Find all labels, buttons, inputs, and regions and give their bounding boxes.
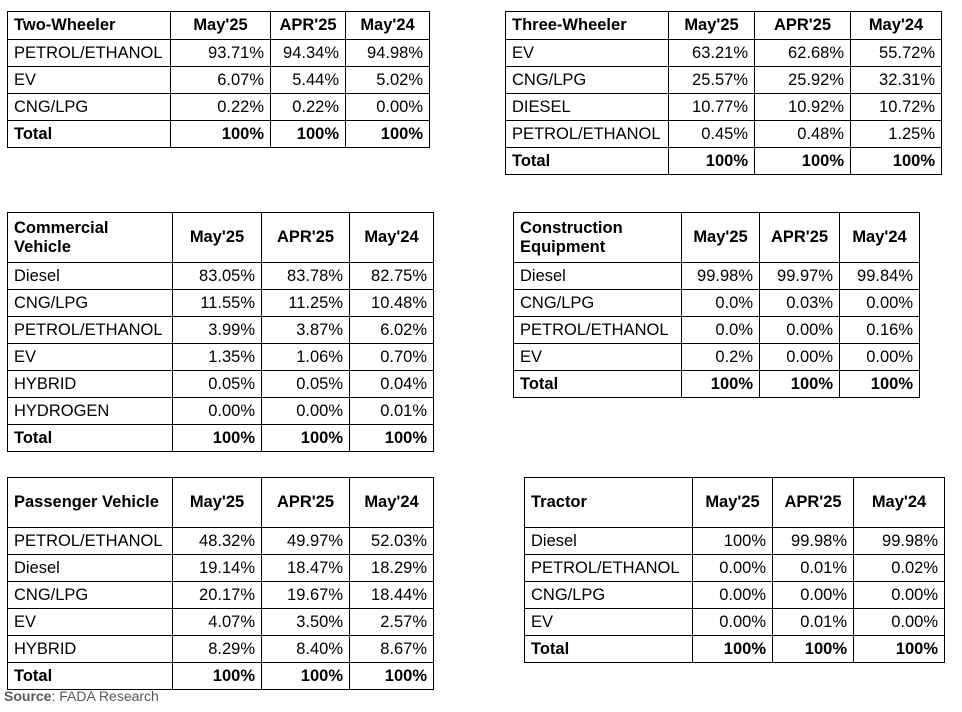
table-row [8,636,434,663]
total-label: Total [8,425,173,452]
value-cell: 93.71% [171,40,271,67]
column-header: May'24 [854,478,945,528]
table-row [8,40,430,67]
value-cell: 48.32% [173,528,262,555]
value-cell: 0.00% [773,582,854,609]
value-cell: 94.34% [271,40,346,67]
value-cell: 0.00% [854,609,945,636]
table-row [506,121,942,148]
row-label: CNG/LPG [8,290,173,317]
value-cell: 18.47% [262,555,350,582]
commercial-vehicle-table [7,212,434,452]
row-label: EV [506,40,669,67]
total-value: 100% [760,371,840,398]
table-row [8,555,434,582]
value-cell: 3.87% [262,317,350,344]
value-cell: 11.55% [173,290,262,317]
total-row [8,425,434,452]
value-cell: 0.00% [840,290,920,317]
row-label: EV [8,67,171,94]
total-value: 100% [851,148,942,175]
column-header: May'25 [171,12,271,40]
row-label: Diesel [8,263,173,290]
total-value: 100% [262,663,350,690]
total-label: Total [514,371,682,398]
total-value: 100% [682,371,760,398]
value-cell: 5.02% [346,67,430,94]
table-row [8,94,430,121]
column-header: APR'25 [755,12,851,40]
value-cell: 0.00% [693,609,773,636]
total-value: 100% [173,663,262,690]
value-cell: 4.07% [173,609,262,636]
value-cell: 83.78% [262,263,350,290]
value-cell: 25.57% [669,67,755,94]
row-label: EV [8,609,173,636]
total-label: Total [8,121,171,148]
table-row [525,609,945,636]
value-cell: 3.99% [173,317,262,344]
value-cell: 10.77% [669,94,755,121]
value-cell: 32.31% [851,67,942,94]
table-row [525,528,945,555]
total-value: 100% [171,121,271,148]
value-cell: 1.35% [173,344,262,371]
row-label: EV [514,344,682,371]
column-header: May'24 [851,12,942,40]
value-cell: 83.05% [173,263,262,290]
row-label: CNG/LPG [8,94,171,121]
value-cell: 0.02% [854,555,945,582]
value-cell: 99.84% [840,263,920,290]
total-row [525,636,945,663]
table-row [8,290,434,317]
row-label: CNG/LPG [506,67,669,94]
column-header: May'25 [693,478,773,528]
category-header: Three-Wheeler [506,12,669,40]
total-label: Total [8,663,173,690]
header-row [525,478,945,528]
row-label: CNG/LPG [514,290,682,317]
row-label: Diesel [514,263,682,290]
column-header: May'25 [173,213,262,263]
value-cell: 0.45% [669,121,755,148]
column-header: APR'25 [271,12,346,40]
column-header: May'24 [840,213,920,263]
value-cell: 5.44% [271,67,346,94]
table-row [8,317,434,344]
row-label: HYBRID [8,371,173,398]
column-header: May'25 [173,478,262,528]
passenger-vehicle-table [7,477,434,690]
row-label: PETROL/ETHANOL [8,317,173,344]
value-cell: 0.22% [171,94,271,121]
total-value: 100% [773,636,854,663]
source-note [4,688,159,704]
value-cell: 10.72% [851,94,942,121]
total-value: 100% [173,425,262,452]
header-row [8,213,434,263]
value-cell: 0.05% [173,371,262,398]
value-cell: 0.00% [262,398,350,425]
row-label: EV [525,609,693,636]
table-row [8,371,434,398]
total-value: 100% [840,371,920,398]
total-row [8,121,430,148]
value-cell: 0.16% [840,317,920,344]
value-cell: 0.01% [350,398,434,425]
table-row [506,67,942,94]
table-row [8,582,434,609]
column-header: May'24 [350,213,434,263]
source-text: : FADA Research [51,688,159,704]
row-label: HYBRID [8,636,173,663]
table-row [514,317,920,344]
value-cell: 11.25% [262,290,350,317]
value-cell: 0.70% [350,344,434,371]
table-row [514,344,920,371]
table-row [514,263,920,290]
value-cell: 19.67% [262,582,350,609]
value-cell: 0.05% [262,371,350,398]
value-cell: 0.00% [854,582,945,609]
header-row [8,12,430,40]
row-label: CNG/LPG [525,582,693,609]
table-row [525,582,945,609]
row-label: PETROL/ETHANOL [8,40,171,67]
value-cell: 0.22% [271,94,346,121]
tractor-table [524,477,945,663]
value-cell: 94.98% [346,40,430,67]
value-cell: 20.17% [173,582,262,609]
total-value: 100% [350,663,434,690]
column-header: May'25 [682,213,760,263]
value-cell: 49.97% [262,528,350,555]
row-label: Diesel [525,528,693,555]
value-cell: 100% [693,528,773,555]
column-header: May'25 [669,12,755,40]
table-row [514,290,920,317]
table-row [8,398,434,425]
total-row [8,663,434,690]
value-cell: 1.25% [851,121,942,148]
value-cell: 6.07% [171,67,271,94]
row-label: HYDROGEN [8,398,173,425]
value-cell: 0.00% [840,344,920,371]
value-cell: 0.04% [350,371,434,398]
total-value: 100% [854,636,945,663]
value-cell: 62.68% [755,40,851,67]
value-cell: 99.98% [854,528,945,555]
value-cell: 2.57% [350,609,434,636]
construction-equipment-table [513,212,920,398]
header-row [506,12,942,40]
table-row [8,609,434,636]
column-header: APR'25 [773,478,854,528]
total-value: 100% [669,148,755,175]
row-label: Diesel [8,555,173,582]
value-cell: 1.06% [262,344,350,371]
category-header: Commercial Vehicle [8,213,173,263]
table-row [8,344,434,371]
value-cell: 0.00% [760,344,840,371]
value-cell: 99.98% [773,528,854,555]
value-cell: 0.00% [693,582,773,609]
header-row [8,478,434,528]
header-row [514,213,920,263]
column-header: APR'25 [760,213,840,263]
value-cell: 18.44% [350,582,434,609]
row-label: DIESEL [506,94,669,121]
row-label: PETROL/ETHANOL [506,121,669,148]
value-cell: 19.14% [173,555,262,582]
row-label: PETROL/ETHANOL [8,528,173,555]
value-cell: 25.92% [755,67,851,94]
category-header: Passenger Vehicle [8,478,173,528]
value-cell: 99.97% [760,263,840,290]
value-cell: 18.29% [350,555,434,582]
total-row [506,148,942,175]
total-value: 100% [755,148,851,175]
total-value: 100% [262,425,350,452]
value-cell: 0.0% [682,317,760,344]
total-label: Total [506,148,669,175]
value-cell: 0.00% [346,94,430,121]
value-cell: 0.01% [773,555,854,582]
value-cell: 0.00% [693,555,773,582]
value-cell: 10.92% [755,94,851,121]
value-cell: 8.40% [262,636,350,663]
total-row [514,371,920,398]
table-row [525,555,945,582]
total-value: 100% [346,121,430,148]
total-value: 100% [271,121,346,148]
table-row [8,263,434,290]
value-cell: 8.29% [173,636,262,663]
table-row [506,40,942,67]
category-header: Construction Equipment [514,213,682,263]
table-row [8,67,430,94]
value-cell: 6.02% [350,317,434,344]
value-cell: 3.50% [262,609,350,636]
source-label: Source [4,688,52,704]
row-label: EV [8,344,173,371]
value-cell: 8.67% [350,636,434,663]
value-cell: 0.00% [173,398,262,425]
value-cell: 82.75% [350,263,434,290]
total-value: 100% [693,636,773,663]
column-header: May'24 [346,12,430,40]
category-header: Two-Wheeler [8,12,171,40]
column-header: APR'25 [262,213,350,263]
table-row [8,528,434,555]
two-wheeler-table [7,11,430,148]
value-cell: 99.98% [682,263,760,290]
value-cell: 0.01% [773,609,854,636]
value-cell: 63.21% [669,40,755,67]
value-cell: 52.03% [350,528,434,555]
value-cell: 55.72% [851,40,942,67]
total-value: 100% [350,425,434,452]
value-cell: 10.48% [350,290,434,317]
value-cell: 0.0% [682,290,760,317]
total-label: Total [525,636,693,663]
three-wheeler-table [505,11,942,175]
column-header: APR'25 [262,478,350,528]
category-header: Tractor [525,478,693,528]
value-cell: 0.2% [682,344,760,371]
table-row [506,94,942,121]
value-cell: 0.00% [760,317,840,344]
value-cell: 0.03% [760,290,840,317]
row-label: PETROL/ETHANOL [514,317,682,344]
row-label: PETROL/ETHANOL [525,555,693,582]
column-header: May'24 [350,478,434,528]
row-label: CNG/LPG [8,582,173,609]
value-cell: 0.48% [755,121,851,148]
